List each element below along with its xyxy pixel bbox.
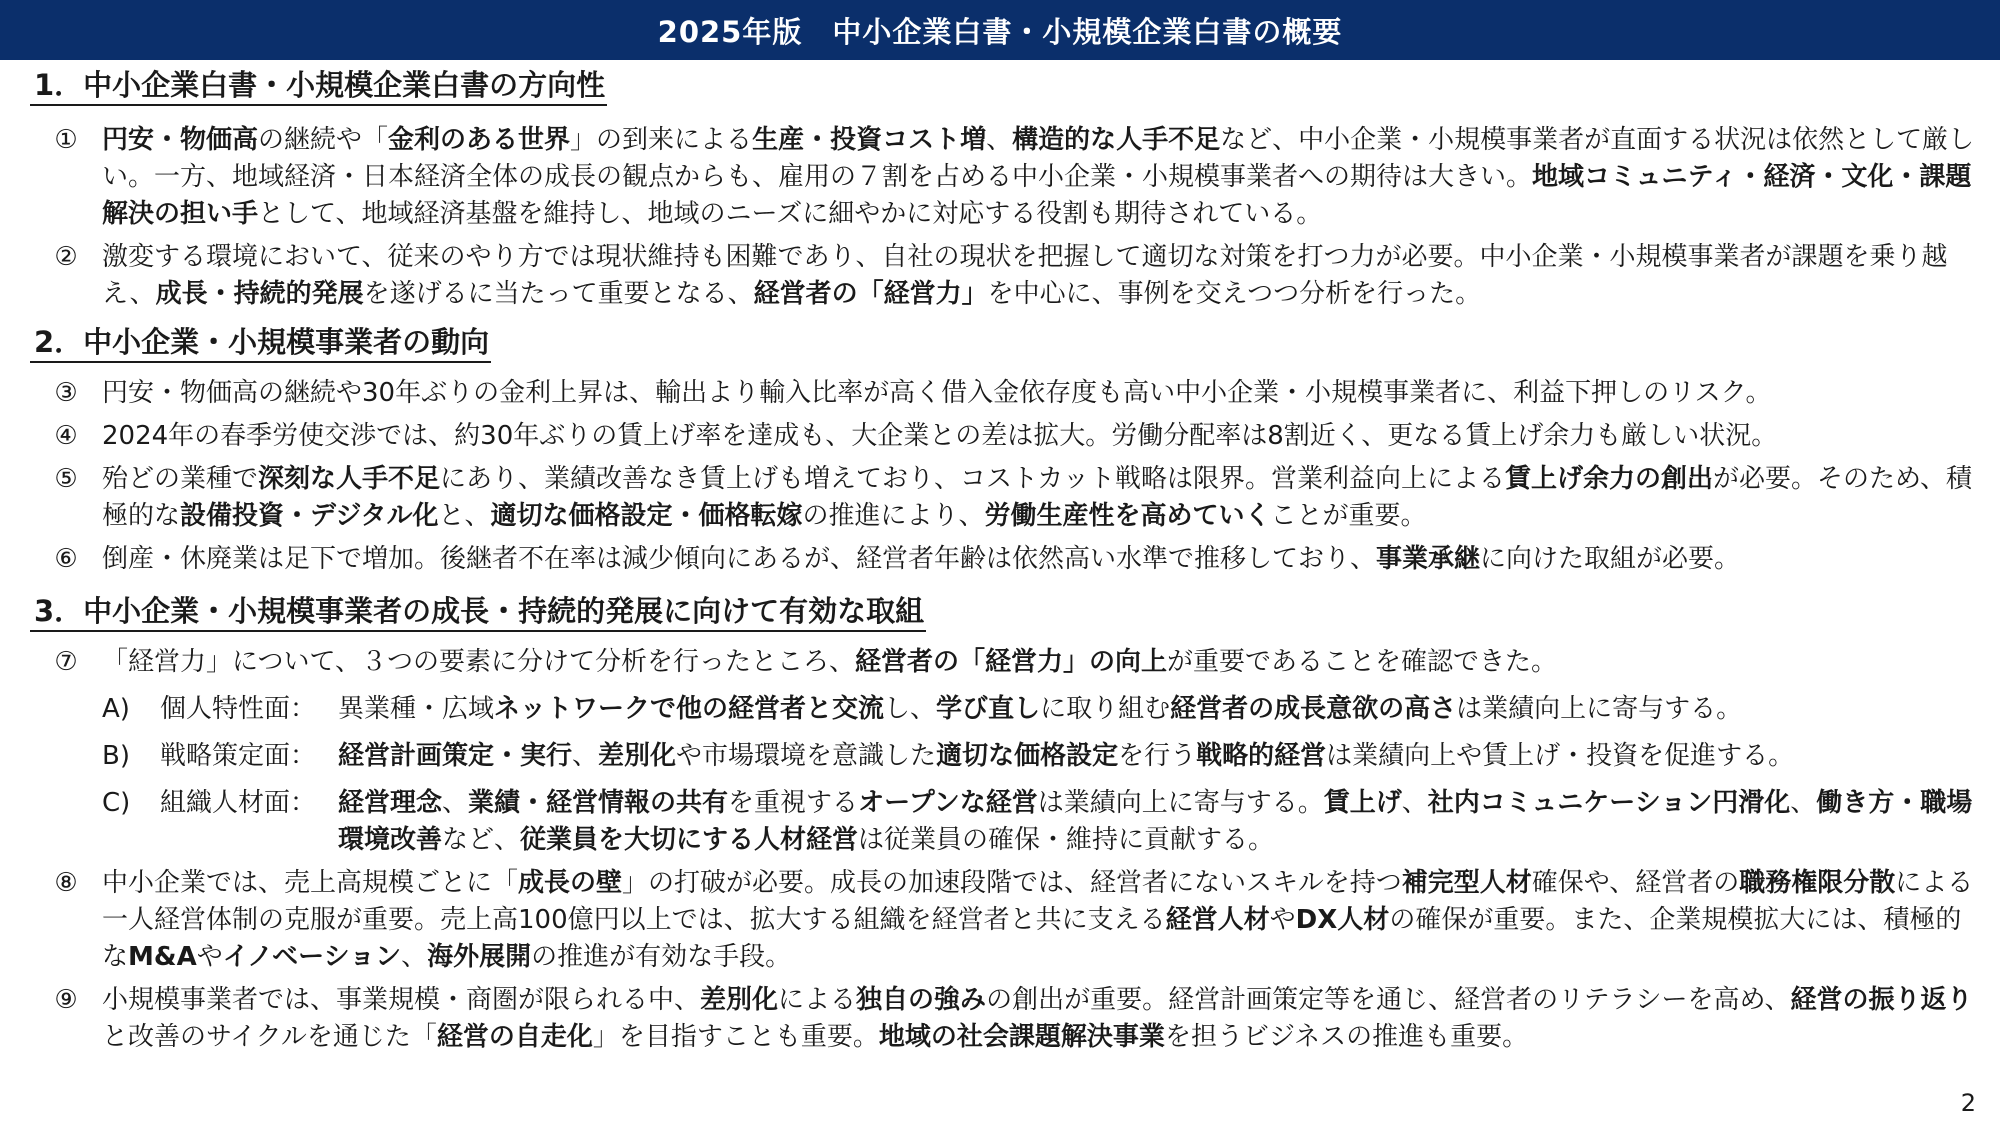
section-2 (30, 323, 1980, 578)
emphasis-text: 金利のある世界 (388, 125, 571, 155)
body-text: は業績向上に寄与する。 (1456, 694, 1743, 724)
emphasis-text: 学び直し (936, 694, 1041, 724)
body-text: は業績向上に寄与する。 (1037, 788, 1324, 818)
emphasis-text: 経営計画策定・実行 (338, 741, 573, 771)
emphasis-text: 独自の強み (856, 985, 987, 1015)
item-text (102, 461, 1980, 535)
list-item (30, 375, 1980, 412)
item-text (102, 239, 1980, 313)
body-text: による (778, 985, 857, 1015)
body-text: 」の到来による (570, 125, 753, 155)
emphasis-text: 適切な価格設定・価格転嫁 (490, 501, 803, 531)
emphasis-text: 経営理念 (338, 788, 443, 818)
sub-item (30, 785, 1980, 859)
emphasis-text: 経営者の「経営力」の向上 (854, 647, 1167, 677)
body-text: が必要。そのため、積極的な (102, 464, 1972, 531)
emphasis-text: 海外展開 (427, 942, 532, 972)
item-text (102, 982, 1980, 1056)
emphasis-text: 地域コミュニティ・経済・文化・課題解決の担い手 (102, 162, 1972, 229)
sub-item-text (338, 785, 1980, 859)
emphasis-text: 従業員を大切にする人材経営 (520, 825, 859, 855)
item-number: ④ (54, 421, 78, 451)
body-text: の創出が重要。経営計画策定等を通じ、経営者のリテラシーを高め、 (986, 985, 1791, 1015)
emphasis-text: 社内コミュニケーション円滑化 (1427, 788, 1791, 818)
sub-item-label: 個人特性面： (160, 694, 317, 724)
list-item (30, 982, 1980, 1056)
body-text: 2024年の春季労使交渉では、約30年ぶりの賃上げ率を達成も、大企業との差は拡大。労働分配率は8割近く、更なる賃上げ余力も厳しい状況。 (102, 421, 1778, 451)
emphasis-text: 生産・投資コスト増 (752, 125, 987, 155)
emphasis-text: 構造的な人手不足 (1012, 125, 1221, 155)
section-1 (30, 66, 1980, 313)
body-text: 小規模事業者では、事業規模・商圏が限られる中、 (102, 985, 701, 1015)
body-text: の継続や「 (258, 125, 389, 155)
emphasis-text: 地域の社会課題解決事業 (878, 1022, 1165, 1052)
sub-item-label: 組織人材面： (160, 788, 317, 818)
sub-item (30, 738, 1980, 775)
item-number: ① (54, 125, 78, 155)
list-item (30, 122, 1980, 233)
emphasis-text: 設備投資・デジタル化 (180, 501, 439, 531)
body-text: 「経営力」について、３つの要素に分けて分析を行ったところ、 (102, 647, 855, 677)
emphasis-text: 円安・物価高 (102, 125, 259, 155)
item-text (102, 122, 1980, 233)
body-text: し、 (884, 694, 937, 724)
item-text (102, 865, 1980, 976)
body-text: 倒産・休廃業は足下で増加。後継者不在率は減少傾向にあるが、経営者年齢は依然高い水準で推移しており、 (102, 544, 1377, 574)
body-text: など、 (442, 825, 521, 855)
body-text: 激変する環境において、従来のやり方では現状維持も困難であり、自社の現状を把握して適切な対策を打つ力が必要。中小企業・小規模事業者が課題を乗り越え、 (102, 242, 1948, 309)
body-text: に取り組む (1040, 694, 1171, 724)
body-text: など、中小企業・小規模事業者が直面する状況は依然として厳しい。一方、地域経済・日本経済全体の成長の観点からも、雇用の７割を占める中小企業・小規模事業者への期待は大きい。 (102, 125, 1975, 192)
emphasis-text: ネットワークで他の経営者と交流 (494, 694, 885, 724)
emphasis-text: DX人材 (1295, 905, 1390, 935)
emphasis-text: 成長の壁 (518, 868, 623, 898)
body-text: を行う (1118, 741, 1197, 771)
list-item (30, 644, 1980, 681)
item-text (102, 375, 1980, 412)
item-text (102, 644, 1980, 681)
list-item (30, 865, 1980, 976)
emphasis-text: 深刻な人手不足 (258, 464, 441, 494)
body-text: を中心に、事例を交えつつ分析を行った。 (987, 279, 1482, 309)
section-heading: 3．中小企業・小規模事業者の成長・持続的発展に向けて有効な取組 (30, 592, 926, 632)
item-number: ⑦ (54, 647, 78, 677)
emphasis-text: 成長・持続的発展 (155, 279, 364, 309)
sub-item-text (338, 738, 1980, 775)
body-text: を重視する (728, 788, 859, 818)
body-text: 、 (1401, 788, 1428, 818)
item-number: ⑤ (54, 464, 78, 494)
emphasis-text: 適切な価格設定 (936, 741, 1119, 771)
sub-item (30, 691, 1980, 728)
emphasis-text: 事業承継 (1376, 544, 1481, 574)
section-3 (30, 592, 1980, 1056)
page-title: 2025年版 中小企業白書・小規模企業白書の概要 (657, 14, 1343, 49)
sub-item-label: 戦略策定面： (160, 741, 317, 771)
emphasis-text: 賃上げ余力の創出 (1505, 464, 1714, 494)
sub-item-letter: B) (102, 741, 130, 771)
emphasis-text: 職務権限分散 (1739, 868, 1896, 898)
body-text: 、 (986, 125, 1013, 155)
body-text: 、 (572, 741, 599, 771)
list-item (30, 461, 1980, 535)
body-text: と、 (438, 501, 491, 531)
page-number: 2 (1960, 1089, 1976, 1117)
item-number: ⑧ (54, 868, 78, 898)
body-text: が重要であることを確認できた。 (1166, 647, 1557, 677)
list-item (30, 418, 1980, 455)
body-text: ことが重要。 (1270, 501, 1427, 531)
emphasis-text: 労働生産性を高めていく (984, 501, 1271, 531)
body-text: 」を目指すことも重要。 (592, 1022, 879, 1052)
body-text: は業績向上や賃上げ・投資を促進する。 (1326, 741, 1795, 771)
emphasis-text: 戦略的経営 (1196, 741, 1327, 771)
emphasis-text: 経営の自走化 (436, 1022, 593, 1052)
body-text: の確保が重要。また、企業規模拡大には、積極的な (102, 905, 1962, 972)
body-text: 中小企業では、売上高規模ごとに「 (102, 868, 519, 898)
section-heading: 2．中小企業・小規模事業者の動向 (30, 323, 491, 363)
content-area (30, 66, 1980, 1056)
body-text: を遂げるに当たって重要となる、 (363, 279, 754, 309)
sub-item-text (338, 691, 1980, 728)
body-text: 、 (401, 942, 428, 972)
body-text: 殆どの業種で (102, 464, 259, 494)
item-number: ⑥ (54, 544, 78, 574)
emphasis-text: M&A (128, 942, 197, 972)
emphasis-text: 差別化 (598, 741, 677, 771)
list-item (30, 541, 1980, 578)
body-text: と改善のサイクルを通じた「 (102, 1022, 437, 1052)
item-text (102, 418, 1980, 455)
body-text: として、地域経済基盤を維持し、地域のニーズに細やかに対応する役割も期待されている。 (258, 199, 1323, 229)
body-text: 円安・物価高の継続や30年ぶりの金利上昇は、輸出より輸入比率が高く借入金依存度も高い中小企業・小規模事業者に、利益下押しのリスク。 (102, 378, 1772, 408)
emphasis-text: 経営者の「経営力」 (753, 279, 988, 309)
body-text: は従業員の確保・維持に貢献する。 (858, 825, 1275, 855)
emphasis-text: 働き方・職場環境改善 (338, 788, 1973, 855)
title-bar (0, 0, 2000, 60)
emphasis-text: 業績・経営情報の共有 (468, 788, 729, 818)
sub-item-letter: A) (102, 694, 130, 724)
item-number: ③ (54, 378, 78, 408)
body-text: 」の打破が必要。成長の加速段階では、経営者にないスキルを持つ (622, 868, 1402, 898)
body-text: の推進により、 (802, 501, 985, 531)
body-text: 異業種・広域 (338, 694, 495, 724)
item-text (102, 541, 1980, 578)
body-text: 、 (442, 788, 469, 818)
body-text: に向けた取組が必要。 (1480, 544, 1741, 574)
body-text: や市場環境を意識した (676, 741, 937, 771)
emphasis-text: オープンな経営 (858, 788, 1038, 818)
item-number: ⑨ (54, 985, 78, 1015)
emphasis-text: 経営人材 (1165, 905, 1270, 935)
body-text: による一人経営体制の克服が重要。売上高100億円以上では、拡大する組織を経営者と共に支える (102, 868, 1974, 935)
body-text: 、 (1790, 788, 1817, 818)
emphasis-text: 経営者の成長意欲の高さ (1170, 694, 1457, 724)
section-heading: 1．中小企業白書・小規模企業白書の方向性 (30, 66, 607, 106)
emphasis-text: 経営の振り返り (1790, 985, 1973, 1015)
emphasis-text: 差別化 (700, 985, 779, 1015)
list-item (30, 239, 1980, 313)
emphasis-text: 補完型人材 (1401, 868, 1532, 898)
body-text: の推進が有効な手段。 (531, 942, 792, 972)
body-text: や (196, 942, 223, 972)
emphasis-text: 賃上げ (1323, 788, 1402, 818)
body-text: にあり、業績改善なき賃上げも増えており、コストカット戦略は限界。営業利益向上による (440, 464, 1505, 494)
emphasis-text: イノベーション (222, 942, 402, 972)
body-text: 確保や、経営者の (1531, 868, 1740, 898)
body-text: を担うビジネスの推進も重要。 (1164, 1022, 1529, 1052)
sub-item-letter: C) (102, 788, 131, 818)
body-text: や (1269, 905, 1296, 935)
item-number: ② (54, 242, 78, 272)
